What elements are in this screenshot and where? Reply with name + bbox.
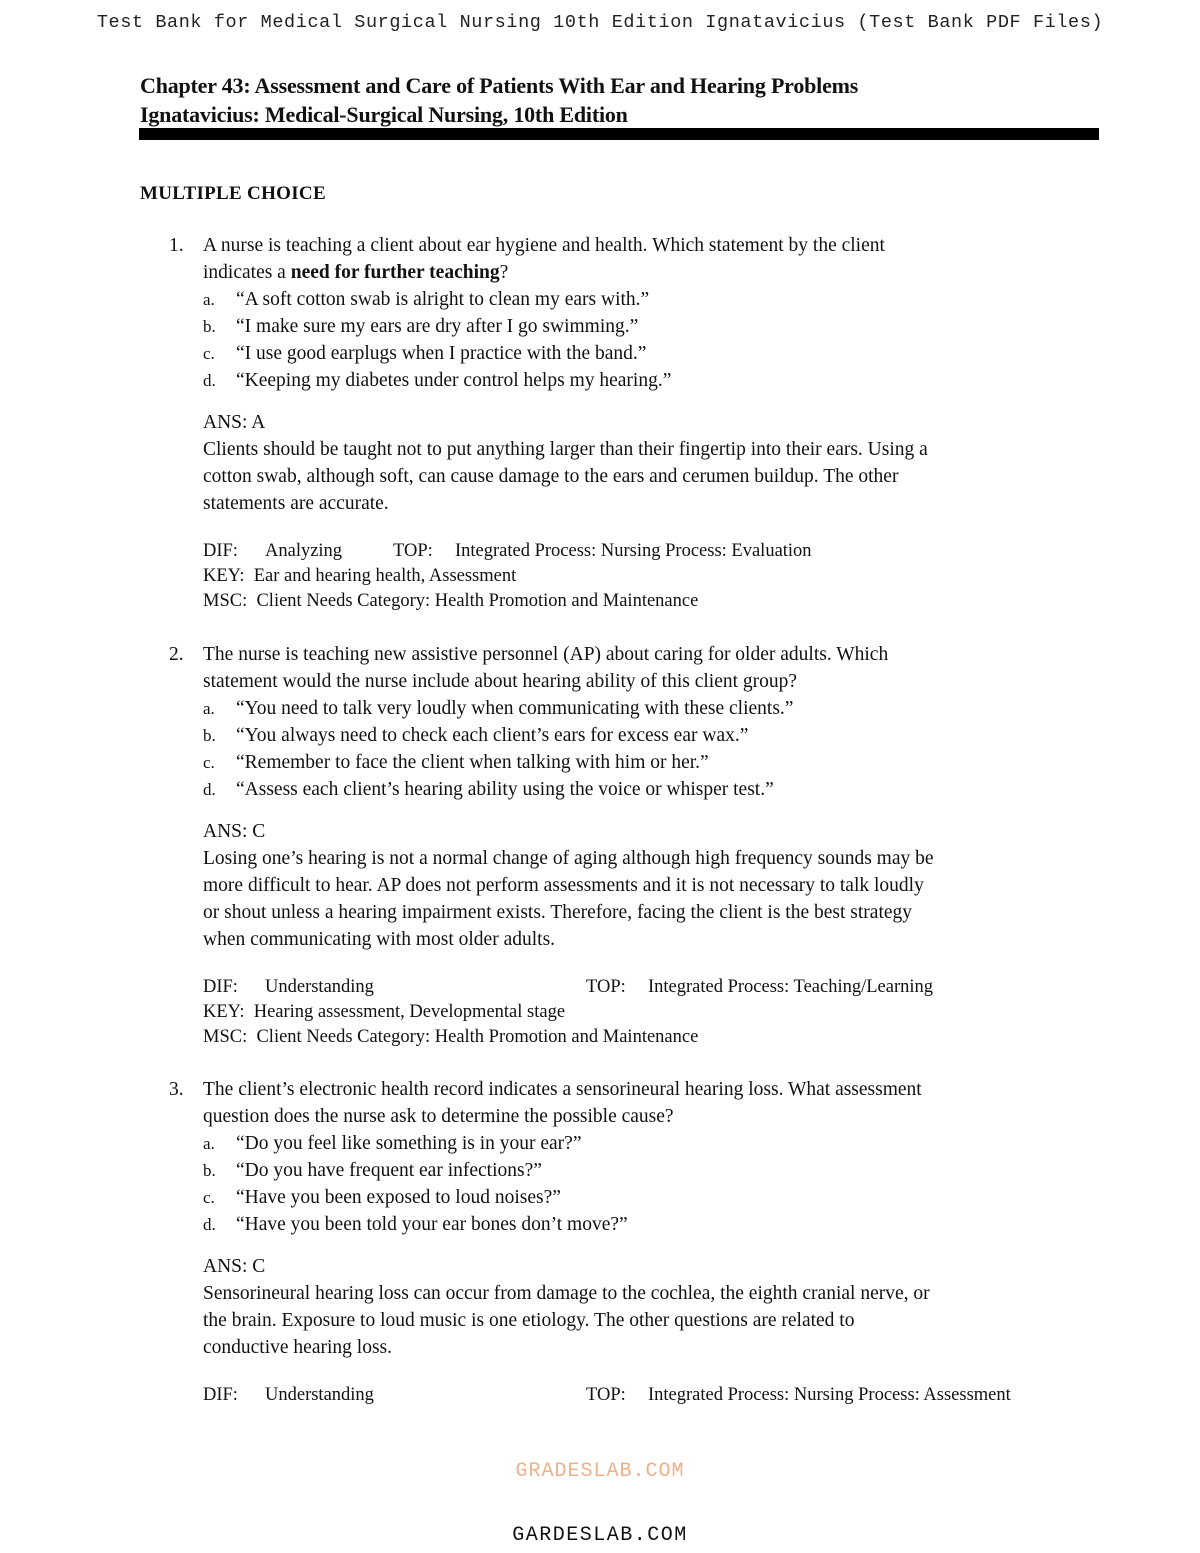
- watermark: GRADESLAB.COM: [515, 1460, 685, 1483]
- rationale-line: conductive hearing loss.: [203, 1337, 392, 1358]
- option-c: [203, 340, 1100, 367]
- option-letter: b.: [203, 317, 216, 336]
- option-d: [203, 1211, 1100, 1238]
- page-footer: GARDESLAB.COM: [512, 1524, 688, 1547]
- question-number: 2.: [169, 644, 184, 665]
- question-stem: A nurse is teaching a client about ear hygiene and health. Which statement by the client: [203, 235, 885, 256]
- answer: ANS: A: [203, 412, 266, 433]
- option-text: “Assess each client’s hearing ability using the voice or whisper test.”: [236, 779, 774, 800]
- dif-label: DIF:: [203, 541, 238, 561]
- stem-text: ?: [499, 262, 509, 283]
- rationale-line: Losing one’s hearing is not a normal change of aging although high frequency sounds may be: [203, 848, 934, 869]
- option-text: “You always need to check each client’s ears for excess ear wax.”: [236, 725, 749, 746]
- question-2: [140, 641, 1100, 1050]
- question-stem: The nurse is teaching new assistive personnel (AP) about caring for older adults. Which: [203, 644, 889, 665]
- title-rule: [139, 128, 1099, 140]
- difficulty: Analyzing: [265, 541, 343, 561]
- option-text: “Do you feel like something is in your ear?”: [236, 1133, 582, 1154]
- section-heading: MULTIPLE CHOICE: [140, 183, 326, 204]
- option-text: “Do you have frequent ear infections?”: [236, 1160, 542, 1181]
- rationale-line: cotton swab, although soft, can cause damage to the ears and cerumen buildup. The other: [203, 466, 899, 487]
- question-stem: The client’s electronic health record indicates a sensorineural hearing loss. What assessment: [203, 1079, 922, 1100]
- topic: Integrated Process: Nursing Process: Evaluation: [455, 541, 812, 561]
- option-letter: c.: [203, 1188, 215, 1207]
- option-text: “I make sure my ears are dry after I go swimming.”: [236, 316, 639, 337]
- msc-row: [203, 589, 1100, 614]
- rationale-line: when communicating with most older adults.: [203, 929, 556, 950]
- chapter-title: Chapter 43: Assessment and Care of Patients With Ear and Hearing Problems: [140, 73, 859, 98]
- option-letter: d.: [203, 371, 216, 390]
- key: Ear and hearing health, Assessment: [253, 566, 517, 586]
- answer: ANS: C: [203, 821, 266, 842]
- rationale-line: Clients should be taught not to put anything larger than their fingertip into their ears. Using a: [203, 439, 928, 460]
- msc-label: MSC:: [203, 1027, 248, 1047]
- option-a: [203, 286, 1100, 313]
- difficulty: Understanding: [265, 977, 374, 997]
- option-text: “You need to talk very loudly when communicating with these clients.”: [236, 698, 794, 719]
- rationale-line: the brain. Exposure to loud music is one etiology. The other questions are related to: [203, 1310, 855, 1331]
- option-text: “A soft cotton swab is alright to clean my ears with.”: [236, 289, 650, 310]
- option-b: [203, 722, 1100, 749]
- dif-label: DIF:: [203, 1385, 238, 1405]
- key-row: [203, 564, 1100, 589]
- page-header: Test Bank for Medical Surgical Nursing 10th Edition Ignatavicius (Test Bank PDF Files): [96, 12, 1104, 33]
- answer: ANS: C: [203, 1256, 266, 1277]
- question-number: 3.: [169, 1079, 184, 1100]
- option-letter: d.: [203, 1215, 216, 1234]
- topic: Integrated Process: Nursing Process: Assessment: [648, 1385, 1011, 1405]
- option-a: [203, 695, 1100, 722]
- dif-label: DIF:: [203, 977, 238, 997]
- option-letter: d.: [203, 780, 216, 799]
- option-letter: b.: [203, 726, 216, 745]
- option-d: [203, 776, 1100, 803]
- msc-row: [203, 1025, 1100, 1050]
- rationale-line: or shout unless a hearing impairment exists. Therefore, facing the client is the best strategy: [203, 902, 913, 923]
- top-label: TOP:: [586, 1385, 626, 1405]
- msc-label: MSC:: [203, 591, 248, 611]
- question-1: [140, 232, 1100, 614]
- question-number: 1.: [169, 235, 184, 256]
- option-letter: c.: [203, 344, 215, 363]
- option-letter: a.: [203, 699, 215, 718]
- option-d: [203, 367, 1100, 394]
- option-letter: a.: [203, 1134, 215, 1153]
- option-letter: b.: [203, 1161, 216, 1180]
- top-label: TOP:: [586, 977, 626, 997]
- question-3: [140, 1076, 1100, 1408]
- key-label: KEY:: [203, 1002, 245, 1022]
- rationale-line: more difficult to hear. AP does not perform assessments and it is not necessary to talk loudly: [203, 875, 924, 896]
- option-b: [203, 313, 1100, 340]
- stem-text: indicates a: [203, 262, 291, 283]
- msc: Client Needs Category: Health Promotion and Maintenance: [256, 591, 699, 611]
- option-text: “Keeping my diabetes under control helps my hearing.”: [236, 370, 672, 391]
- option-text: “I use good earplugs when I practice with the band.”: [236, 343, 647, 364]
- dif-top-row: [203, 1383, 1100, 1408]
- key-row: [203, 1000, 1100, 1025]
- dif-top-row: [203, 975, 1100, 1000]
- dif-top-row: [203, 539, 1100, 564]
- book-title: Ignatavicius: Medical-Surgical Nursing, 10th Edition: [140, 102, 628, 127]
- option-b: [203, 1157, 1100, 1184]
- topic: Integrated Process: Teaching/Learning: [648, 977, 934, 997]
- key: Hearing assessment, Developmental stage: [253, 1002, 566, 1022]
- option-letter: a.: [203, 290, 215, 309]
- question-stem: [203, 259, 1100, 286]
- option-text: “Have you been told your ear bones don’t move?”: [236, 1214, 628, 1235]
- key-label: KEY:: [203, 566, 245, 586]
- top-label: TOP:: [393, 541, 433, 561]
- stem-emphasis: need for further teaching: [290, 262, 500, 283]
- option-letter: c.: [203, 753, 215, 772]
- difficulty: Understanding: [265, 1385, 374, 1405]
- option-a: [203, 1130, 1100, 1157]
- msc: Client Needs Category: Health Promotion and Maintenance: [256, 1027, 699, 1047]
- rationale-line: statements are accurate.: [203, 493, 389, 514]
- question-stem: statement would the nurse include about hearing ability of this client group?: [203, 671, 798, 692]
- option-c: [203, 749, 1100, 776]
- question-stem: question does the nurse ask to determine the possible cause?: [203, 1106, 674, 1127]
- option-text: “Have you been exposed to loud noises?”: [236, 1187, 561, 1208]
- option-text: “Remember to face the client when talking with him or her.”: [236, 752, 709, 773]
- rationale-line: Sensorineural hearing loss can occur from damage to the cochlea, the eighth cranial nerve, or: [203, 1283, 930, 1304]
- option-c: [203, 1184, 1100, 1211]
